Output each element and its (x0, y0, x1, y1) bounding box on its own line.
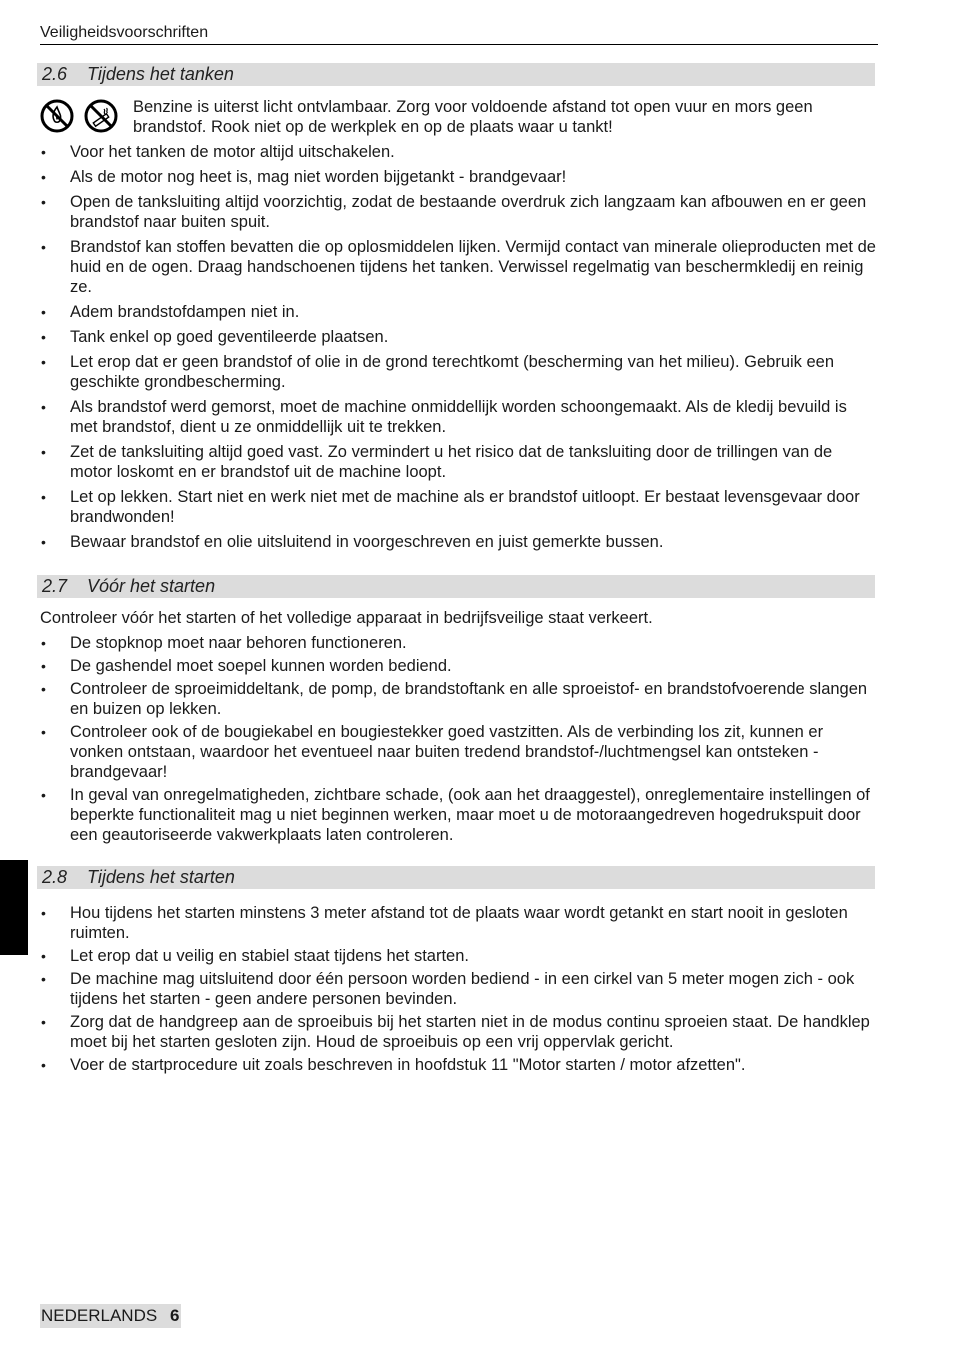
section-number: 2.8 (42, 867, 68, 887)
list-item: • Open de tanksluiting altijd voorzichtig, zodat de bestaande overdruk zich langzaam kan afbouwen en er geen brandstof naar buiten spuit. (40, 192, 876, 232)
section-heading-2-8 (37, 866, 875, 889)
fire-warning (40, 97, 876, 139)
no-open-flame-icon (40, 99, 74, 133)
list-item: • Zorg dat de handgreep aan de sproeibuis bij het starten niet in de modus continu sproeien staat. De handklep moet bij het starten gesloten zijn. Houd de sproeibuis op een vrij oppervlak gericht. (40, 1012, 876, 1052)
list-item: • Let op lekken. Start niet en werk niet met de machine als er brandstof uitloopt. Er bestaat levensgevaar door brandwonden! (40, 487, 876, 527)
warning-text: Benzine is uiterst licht ontvlambaar. Zorg voor voldoende afstand tot open vuur en mors geen brandstof. Rook niet op de werkplek en op de plaats waar u tankt! (133, 98, 813, 136)
chapter-thumb-tab (0, 860, 28, 955)
list-item: • Brandstof kan stoffen bevatten die op oplosmiddelen lijken. Vermijd contact van minerale olieproducten met de huid en de ogen. Draag handschoenen tijdens het tanken. Verwissel regelmatig van beschermkledij en reinig ze. (40, 237, 876, 297)
list-item: • Tank enkel op goed geventileerde plaatsen. (40, 327, 876, 347)
list-item: • Zet de tanksluiting altijd goed vast. Zo vermindert u het risico dat de tanksluiting door de trillingen van de motor loskomt en er brandstof uit de machine loopt. (40, 442, 876, 482)
section-heading-2-7 (37, 575, 875, 598)
page-footer (40, 1304, 181, 1328)
section-title: Tijdens het tanken (87, 64, 234, 84)
list-item: • Als de motor nog heet is, mag niet worden bijgetankt - brandgevaar! (40, 167, 876, 187)
list-item: • Voor het tanken de motor altijd uitschakelen. (40, 142, 876, 162)
list-item: • Controleer de sproeimiddeltank, de pomp, de brandstoftank en alle sproeistof- en brandstofvoerende slangen en buizen op lekken. (40, 679, 876, 719)
list-item: • In geval van onregelmatigheden, zichtbare schade, (ook aan het draaggestel), onreglementaire instellingen of beperkte functionaliteit mag u niet beginnen werken, maar moet u de motoraangedreven hogedrukspuit door een geautoriseerde vakwerkplaats laten controleren. (40, 785, 876, 845)
list-item: • Controleer ook of de bougiekabel en bougiestekker goed vastzitten. Als de verbinding los zit, kunnen er vonken ontstaan, waardoor het eventueel naar buiten tredend brandstof-/luchtmengsel kan ontsteken - brandgevaar! (40, 722, 876, 782)
intro-text: Controleer vóór het starten of het volledige apparaat in bedrijfsveilige staat verkeert. (40, 609, 653, 627)
list-item: • Als brandstof werd gemorst, moet de machine onmiddellijk worden schoongemaakt. Als de kledij bevuild is met brandstof, dient u ze onmiddellijk uit te trekken. (40, 397, 876, 437)
list-item: • De machine mag uitsluitend door één persoon worden bediend - in een cirkel van 5 meter mogen zich - ook tijdens het starten - geen andere personen bevinden. (40, 969, 876, 1009)
list-item: • Adem brandstofdampen niet in. (40, 302, 876, 322)
section-number: 2.7 (42, 576, 68, 596)
section-title: Vóór het starten (87, 576, 216, 596)
footer-language: NEDERLANDS (41, 1306, 158, 1325)
section-number: 2.6 (42, 64, 68, 84)
tanken-bullet-list (40, 142, 876, 552)
section-title: Tijdens het starten (87, 867, 235, 887)
page-number: 6 (170, 1306, 180, 1325)
list-item: • De stopknop moet naar behoren functioneren. (40, 633, 876, 653)
list-item: • Voer de startprocedure uit zoals beschreven in hoofdstuk 11 "Motor starten / motor afzetten". (40, 1055, 876, 1075)
list-item: • De gashendel moet soepel kunnen worden bediend. (40, 656, 876, 676)
list-item: • Hou tijdens het starten minstens 3 meter afstand tot de plaats waar wordt getankt en start nooit in gesloten ruimten. (40, 903, 876, 943)
section-heading-2-6 (37, 63, 875, 86)
list-item: • Let erop dat u veilig en stabiel staat tijdens het starten. (40, 946, 876, 966)
starten-bullet-list (40, 903, 876, 1075)
no-smoking-icon (84, 99, 118, 133)
list-item: • Bewaar brandstof en olie uitsluitend in voorgeschreven en juist gemerkte bussen. (40, 532, 876, 552)
list-item: • Let erop dat er geen brandstof of olie in de grond terechtkomt (bescherming van het milieu). Gebruik een geschikte grondbescherming. (40, 352, 876, 392)
starten-check-list (40, 633, 876, 845)
running-header: Veiligheidsvoorschriften (40, 23, 878, 45)
